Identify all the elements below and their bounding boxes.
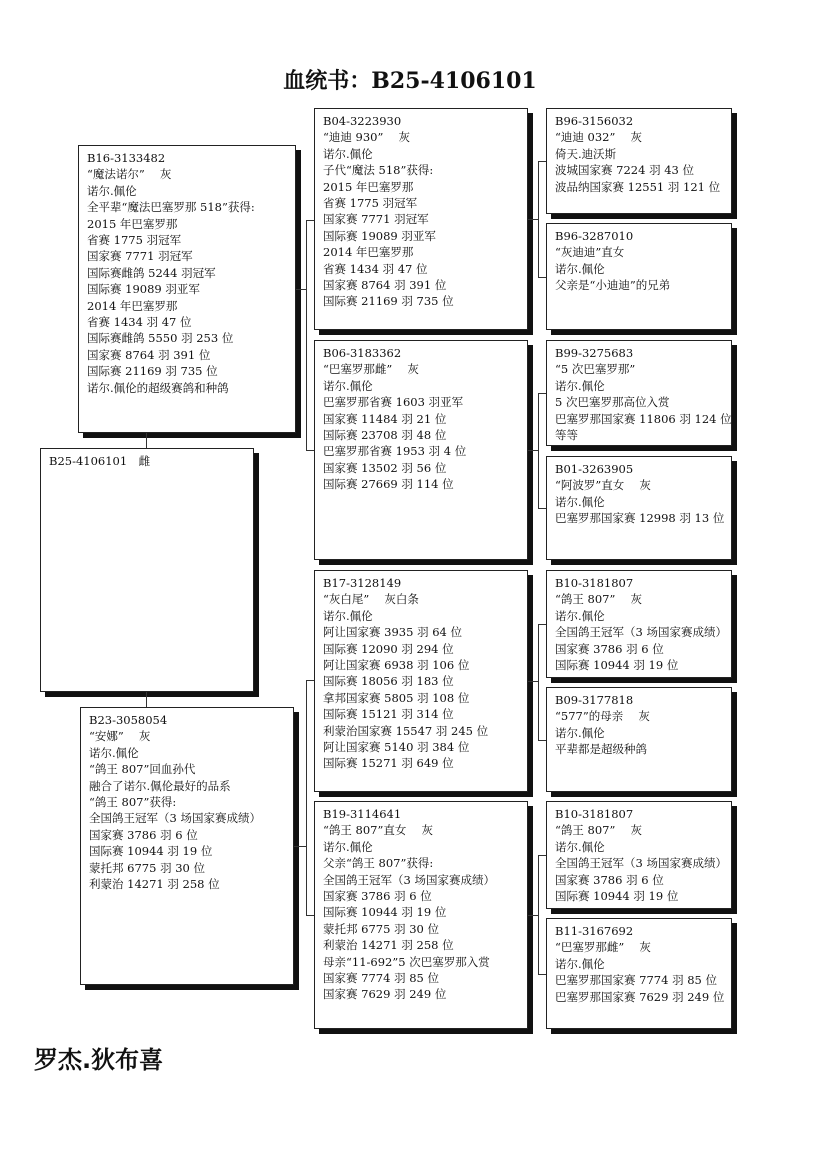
pedigree-line: 巴塞罗那国家赛 7774 羽 85 位: [555, 973, 718, 988]
dam-card: [80, 707, 294, 985]
page-title: 血统书：B25-4106101: [283, 68, 537, 94]
pedigree-line: 阿让国家赛 3935 羽 64 位: [323, 625, 463, 640]
pedigree-line: 诺尔.佩伦: [555, 956, 605, 971]
pedigree-line: 全国鸽王冠军（3 场国家赛成绩）: [555, 856, 727, 871]
pedigree-line: 平辈都是超级种鸽: [555, 742, 647, 757]
great-grandparent-card: [546, 223, 732, 330]
pedigree-line: 国际赛 21169 羽 735 位: [87, 364, 218, 379]
breeder-name: 罗杰.狄布喜: [34, 1046, 164, 1074]
pedigree-line: 国际赛 10944 羽 19 位: [555, 658, 679, 673]
connector-line: [538, 161, 546, 162]
pedigree-line: 国际赛 15121 羽 314 位: [323, 707, 454, 722]
connector-line: [538, 508, 546, 509]
ring-number: B11-3167692: [555, 924, 634, 938]
ring-number: B10-3181807: [555, 576, 634, 590]
pedigree-line: 国际赛 15271 羽 649 位: [323, 756, 454, 771]
connector-line: [306, 680, 307, 915]
pedigree-line: 国家赛 3786 羽 6 位: [555, 641, 664, 656]
pedigree-line: 省赛 1775 羽冠军: [87, 233, 182, 248]
pedigree-line: 诺尔.佩伦的超级赛鸽和种鸽: [87, 380, 229, 395]
pedigree-line: 国际赛 10944 羽 19 位: [323, 905, 447, 920]
pedigree-line: 父亲是“小迪迪”的兄弟: [555, 278, 671, 293]
pedigree-line: 国家赛 3786 羽 6 位: [323, 889, 432, 904]
pedigree-line: 利蒙治 14271 羽 258 位: [323, 938, 454, 953]
connector-line: [538, 855, 539, 974]
pedigree-line: 诺尔.佩伦: [89, 745, 139, 760]
pedigree-line: 国家赛 8764 羽 391 位: [323, 278, 447, 293]
pedigree-line: 诺尔.佩伦: [555, 494, 605, 509]
ring-number: B96-3287010: [555, 229, 634, 243]
pedigree-line: 巴塞罗那国家赛 12998 羽 13 位: [555, 511, 725, 526]
great-grandparent-card: [546, 570, 732, 678]
pedigree-line: 阿让国家赛 6938 羽 106 位: [323, 658, 470, 673]
pedigree-line: 巴塞罗那国家赛 11806 羽 124 位: [555, 411, 732, 426]
pedigree-line: 子代“魔法 518”获得:: [323, 163, 434, 178]
pedigree-line: 国际赛 10944 羽 19 位: [555, 889, 679, 904]
ring-number: B10-3181807: [555, 807, 634, 821]
connector-line: [538, 624, 539, 740]
pedigree-line: 国际赛 10944 羽 19 位: [89, 844, 213, 859]
pedigree-line: 2014 年巴塞罗那: [323, 245, 414, 260]
pedigree-line: “鸽王 807” 灰: [555, 592, 643, 607]
connector-line: [296, 289, 306, 290]
ring-number: B16-3133482: [87, 151, 166, 165]
grandparent-card: [314, 340, 528, 560]
pedigree-line: 巴塞罗那省赛 1953 羽 4 位: [323, 444, 467, 459]
pedigree-line: 全国鸽王冠军（3 场国家赛成绩）: [555, 625, 727, 640]
pedigree-line: 国际赛 23708 羽 48 位: [323, 428, 447, 443]
pedigree-line: 诺尔.佩伦: [323, 378, 373, 393]
pedigree-line: 省赛 1775 羽冠军: [323, 196, 418, 211]
ring-number: B99-3275683: [555, 346, 634, 360]
great-grandparent-card: [546, 108, 732, 214]
pedigree-line: 蒙托邦 6775 羽 30 位: [89, 860, 206, 875]
connector-line: [146, 692, 147, 707]
pedigree-line: 波品纳国家赛 12551 羽 121 位: [555, 179, 721, 194]
connector-line: [538, 974, 546, 975]
ring-number: B25-4106101 雌: [49, 454, 151, 468]
connector-line: [306, 680, 314, 681]
connector-line: [146, 433, 147, 448]
pedigree-line: “灰白尾” 灰白条: [323, 592, 419, 607]
pedigree-line: 2015 年巴塞罗那: [87, 216, 178, 231]
subject-card: [40, 448, 254, 692]
ring-number: B01-3263905: [555, 462, 634, 476]
pedigree-line: 融合了诺尔.佩伦最好的品系: [89, 778, 231, 793]
pedigree-line: 2014 年巴塞罗那: [87, 298, 178, 313]
connector-line: [538, 161, 539, 277]
pedigree-line: 国家赛 7771 羽冠军: [87, 249, 193, 264]
connector-line: [306, 220, 314, 221]
pedigree-line: 蒙托邦 6775 羽 30 位: [323, 921, 440, 936]
pedigree-line: “5 次巴塞罗那”: [555, 362, 636, 377]
connector-line: [538, 740, 546, 741]
pedigree-line: 全平辈“魔法巴塞罗那 518”获得:: [87, 200, 255, 215]
pedigree-line: 母亲“11-692”5 次巴塞罗那入赏: [323, 954, 490, 969]
pedigree-line: 国家赛 3786 羽 6 位: [555, 872, 664, 887]
pedigree-line: 诺尔.佩伦: [555, 608, 605, 623]
pedigree-line: 2015 年巴塞罗那: [323, 179, 414, 194]
pedigree-line: 国际赛 21169 羽 735 位: [323, 294, 454, 309]
great-grandparent-card: [546, 340, 732, 446]
pedigree-line: 利蒙治国家赛 15547 羽 245 位: [323, 723, 489, 738]
pedigree-line: 阿让国家赛 5140 羽 384 位: [323, 740, 470, 755]
pedigree-line: 诺尔.佩伦: [555, 378, 605, 393]
pedigree-line: “迪迪 930” 灰: [323, 130, 411, 145]
ring-number: B04-3223930: [323, 114, 402, 128]
pedigree-line: 省赛 1434 羽 47 位: [323, 261, 428, 276]
connector-line: [528, 450, 538, 451]
connector-line: [538, 393, 546, 394]
connector-line: [306, 915, 314, 916]
pedigree-line: 国际赛 19089 羽亚军: [323, 228, 436, 243]
connector-line: [528, 915, 538, 916]
pedigree-line: 国际赛 18056 羽 183 位: [323, 674, 454, 689]
pedigree-line: “巴塞罗那雌” 灰: [555, 940, 651, 955]
pedigree-line: 倚天.迪沃斯: [555, 146, 617, 161]
connector-line: [538, 393, 539, 508]
ring-number: B17-3128149: [323, 576, 402, 590]
grandparent-card: [314, 570, 528, 792]
ring-number: B96-3156032: [555, 114, 634, 128]
ring-number: B06-3183362: [323, 346, 402, 360]
pedigree-line: 波城国家赛 7224 羽 43 位: [555, 163, 695, 178]
pedigree-line: 拿邦国家赛 5805 羽 108 位: [323, 690, 470, 705]
pedigree-line: 诺尔.佩伦: [555, 261, 605, 276]
pedigree-line: “鸽王 807”获得:: [89, 795, 177, 810]
pedigree-line: 等等: [555, 428, 578, 443]
pedigree-line: “巴塞罗那雌” 灰: [323, 362, 419, 377]
connector-line: [306, 450, 314, 451]
connector-line: [306, 220, 307, 450]
pedigree-line: 巴塞罗那省赛 1603 羽亚军: [323, 395, 464, 410]
ring-number: B09-3177818: [555, 693, 634, 707]
pedigree-line: “安娜” 灰: [89, 729, 151, 744]
connector-line: [538, 855, 546, 856]
connector-line: [538, 277, 546, 278]
pedigree-line: 诺尔.佩伦: [555, 839, 605, 854]
pedigree-line: 国家赛 8764 羽 391 位: [87, 347, 211, 362]
pedigree-line: “鸽王 807”回血孙代: [89, 762, 196, 777]
pedigree-line: “鸽王 807”直女 灰: [323, 823, 434, 838]
grandparent-card: [314, 801, 528, 1029]
great-grandparent-card: [546, 918, 732, 1029]
connector-line: [538, 624, 546, 625]
pedigree-line: 国家赛 7774 羽 85 位: [323, 971, 440, 986]
great-grandparent-card: [546, 456, 732, 560]
connector-line: [294, 846, 306, 847]
pedigree-line: “灰迪迪”直女: [555, 245, 625, 260]
pedigree-line: 国家赛 13502 羽 56 位: [323, 460, 447, 475]
pedigree-line: 巴塞罗那国家赛 7629 羽 249 位: [555, 989, 725, 1004]
pedigree-line: 全国鸽王冠军（3 场国家赛成绩）: [89, 811, 261, 826]
pedigree-line: 诺尔.佩伦: [323, 839, 373, 854]
grandparent-card: [314, 108, 528, 330]
pedigree-line: “鸽王 807” 灰: [555, 823, 643, 838]
pedigree-line: 国际赛雌鸽 5550 羽 253 位: [87, 331, 234, 346]
pedigree-line: 国际赛 12090 羽 294 位: [323, 641, 454, 656]
pedigree-line: 国家赛 7629 羽 249 位: [323, 987, 447, 1002]
pedigree-line: 国际赛 27669 羽 114 位: [323, 477, 454, 492]
pedigree-line: 5 次巴塞罗那高位入赏: [555, 395, 670, 410]
connector-line: [528, 219, 538, 220]
pedigree-line: 诺尔.佩伦: [323, 608, 373, 623]
pedigree-line: 诺尔.佩伦: [555, 725, 605, 740]
pedigree-line: 全国鸽王冠军（3 场国家赛成绩）: [323, 872, 495, 887]
ring-number: B23-3058054: [89, 713, 168, 727]
great-grandparent-card: [546, 801, 732, 909]
great-grandparent-card: [546, 687, 732, 792]
pedigree-line: “魔法诺尔” 灰: [87, 167, 172, 182]
pedigree-line: “577”的母亲 灰: [555, 709, 650, 724]
pedigree-line: “阿波罗”直女 灰: [555, 478, 651, 493]
pedigree-line: 省赛 1434 羽 47 位: [87, 315, 192, 330]
ring-number: B19-3114641: [323, 807, 402, 821]
pedigree-line: 国际赛 19089 羽亚军: [87, 282, 200, 297]
pedigree-line: 父亲“鸽王 807”获得:: [323, 856, 434, 871]
pedigree-line: 国家赛 7771 羽冠军: [323, 212, 429, 227]
pedigree-line: 利蒙治 14271 羽 258 位: [89, 877, 220, 892]
sire-card: [78, 145, 296, 433]
pedigree-line: 国家赛 3786 羽 6 位: [89, 827, 198, 842]
pedigree-line: “迪迪 032” 灰: [555, 130, 643, 145]
pedigree-line: 诺尔.佩伦: [323, 146, 373, 161]
pedigree-line: 诺尔.佩伦: [87, 183, 137, 198]
connector-line: [528, 681, 538, 682]
pedigree-line: 国际赛雌鸽 5244 羽冠军: [87, 265, 216, 280]
pedigree-line: 国家赛 11484 羽 21 位: [323, 411, 447, 426]
